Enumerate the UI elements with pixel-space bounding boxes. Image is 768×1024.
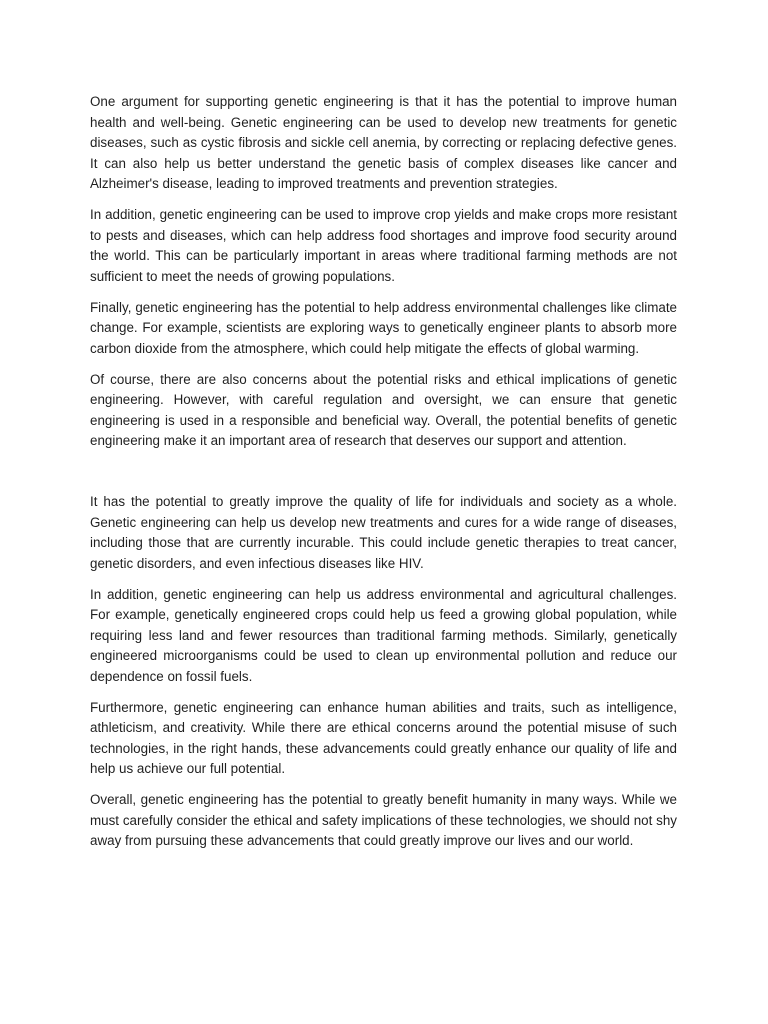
paragraph: In addition, genetic engineering can be used to improve crop yields and make crops more resistant to pests and diseases, which can help address food shortages and improve food security around the world. This can be particularly important in areas where traditional farming methods are not sufficient to meet the needs of growing populations. (90, 207, 677, 284)
paragraph: Finally, genetic engineering has the potential to help address environmental challenges like climate change. For example, scientists are exploring ways to genetically engineer plants to absorb more carbon dioxide from the atmosphere, which could help mitigate the effects of global warming. (90, 299, 677, 356)
paragraph: Overall, genetic engineering has the potential to greatly benefit humanity in many ways. While we must carefully consider the ethical and safety implications of these technologies, we should not shy away from pursuing these advancements that could greatly improve our lives and our world. (90, 792, 677, 848)
paragraph: One argument for supporting genetic engineering is that it has the potential to improve human health and well-being. Genetic engineering can be used to develop new treatments for genetic diseases, such as cystic fibrosis and sickle cell anemia, by correcting or replacing defective genes. It can also help us better understand the genetic basis of complex diseases like cancer and Alzheimer's disease, leading to improved treatments and prevention strategies. (90, 94, 677, 191)
paragraph: Of course, there are also concerns about the potential risks and ethical implications of genetic engineering. However, with careful regulation and oversight, we can ensure that genetic engineering is used in a responsible and beneficial way. Overall, the potential benefits of genetic engineering make it an important area of research that deserves our support and attention. (90, 371, 677, 448)
paragraph: Furthermore, genetic engineering can enhance human abilities and traits, such as intelligence, athleticism, and creativity. While there are ethical concerns around the potential misuse of such technologies, in the right hands, these advancements could greatly enhance our quality of life and help us achieve our full potential. (90, 699, 677, 776)
paragraph: In addition, genetic engineering can help us address environmental and agricultural challenges. For example, genetically engineered crops could help us feed a growing global population, while requiring less land and fewer resources than traditional farming methods. Similarly, genetically engineered microorganisms could be used to clean up environmental pollution and reduce our dependence on fossil fuels. (90, 586, 677, 684)
paragraph: It has the potential to greatly improve the quality of life for individuals and society as a whole. Genetic engineering can help us develop new treatments and cures for a wide range of diseases, including those that are currently incurable. This could include genetic therapies to treat cancer, genetic disorders, and even infectious diseases like HIV. (90, 494, 677, 571)
document-body (90, 92, 677, 862)
section-spacer (90, 462, 677, 492)
